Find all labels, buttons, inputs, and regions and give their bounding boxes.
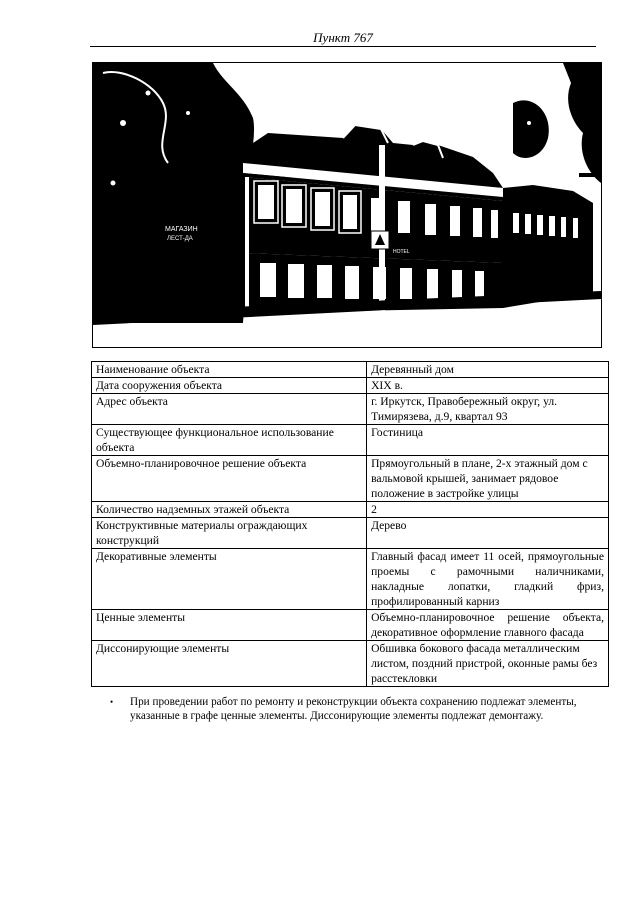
row-key: Объемно-планировочное решение объекта xyxy=(92,456,367,502)
row-key: Дата сооружения объекта xyxy=(92,378,367,394)
table-row xyxy=(92,362,609,378)
page-header: Пункт 767 xyxy=(313,30,373,45)
row-value: г. Иркутск, Правобережный округ, ул. Тимирязева, д.9, квартал 93 xyxy=(367,394,609,425)
row-value: Обшивка бокового фасада металлическим листом, поздний пристрой, оконные рамы без расстекловки xyxy=(367,641,609,687)
object-info-table xyxy=(91,361,609,687)
row-value: 2 xyxy=(367,502,609,518)
header-rule xyxy=(90,46,596,47)
row-key: Наименование объекта xyxy=(92,362,367,378)
table-row xyxy=(92,394,609,425)
table-row xyxy=(92,641,609,687)
row-value: XIX в. xyxy=(367,378,609,394)
row-key: Количество надземных этажей объекта xyxy=(92,502,367,518)
shop-sign-sub: ЛЕСТ-ДА xyxy=(167,236,193,242)
footnote-text: При проведении работ по ремонту и реконструкции объекта сохранению подлежат элементы, указанные в графе ценные элементы. Диссонирующие элементы подлежат демонтажу. xyxy=(130,696,577,722)
row-value: Деревянный дом xyxy=(367,362,609,378)
table-row xyxy=(92,549,609,610)
table-row xyxy=(92,502,609,518)
hotel-sign: HOTEL xyxy=(393,249,410,255)
table-row xyxy=(92,456,609,502)
bullet-icon: • xyxy=(110,697,114,707)
row-value: Гостиница xyxy=(367,425,609,456)
row-key: Ценные элементы xyxy=(92,610,367,641)
row-key: Адрес объекта xyxy=(92,394,367,425)
row-key: Диссонирующие элементы xyxy=(92,641,367,687)
table-row xyxy=(92,378,609,394)
row-value: Главный фасад имеет 11 осей, прямоугольные проемы с рамочными наличниками, накладные лопатки, гладкий фриз, профилированный карниз xyxy=(367,549,609,610)
shop-sign: МАГАЗИН xyxy=(165,226,198,233)
row-key: Конструктивные материалы ограждающих конструкций xyxy=(92,518,367,549)
table-row xyxy=(92,518,609,549)
row-key: Существующее функциональное использование объекта xyxy=(92,425,367,456)
row-value: Дерево xyxy=(367,518,609,549)
table-row xyxy=(92,425,609,456)
row-key: Декоративные элементы xyxy=(92,549,367,610)
row-value: Объемно-планировочное решение объекта, декоративное оформление главного фасада xyxy=(367,610,609,641)
building-photo-image xyxy=(93,63,601,347)
building-photo xyxy=(92,62,602,348)
table-row xyxy=(92,610,609,641)
footnote xyxy=(110,695,580,723)
row-value: Прямоугольный в плане, 2-х этажный дом с вальмовой крышей, занимает рядовое положение в застройке улицы xyxy=(367,456,609,502)
